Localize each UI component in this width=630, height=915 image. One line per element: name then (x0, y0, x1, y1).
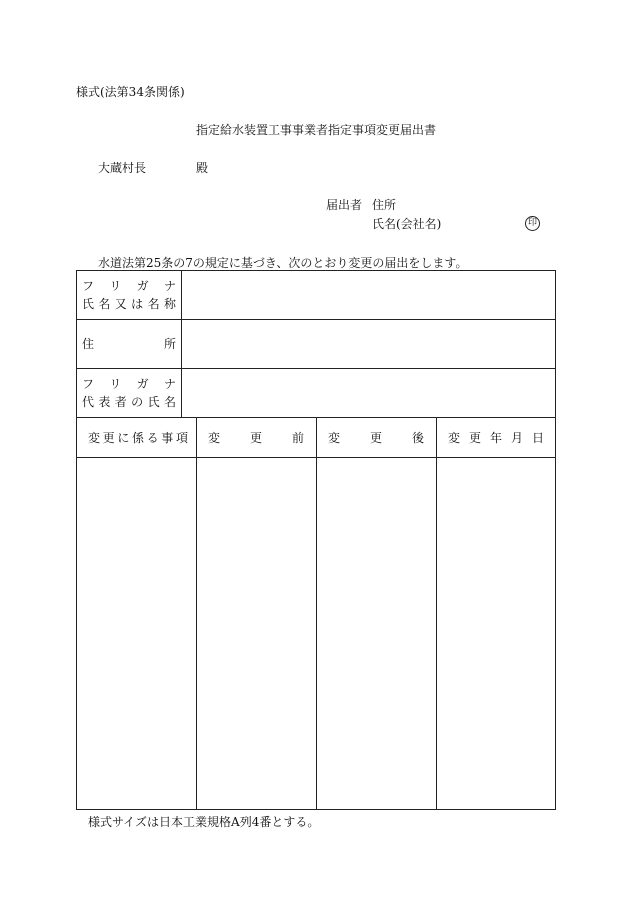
seal-mark: 印 (525, 216, 540, 231)
col-header-change-date: 変 更 年 月 日 (448, 431, 544, 445)
col-header-change-item: 変 更 に 係 る 事 項 (88, 431, 188, 445)
after-entry[interactable] (317, 458, 435, 809)
form-number: 様式(法第34条関係) (76, 85, 185, 99)
before-entry[interactable] (197, 458, 315, 809)
furigana-label-1: フ リ ガ ナ (82, 279, 176, 293)
honorific: 殿 (196, 161, 209, 175)
footnote: 様式サイズは日本工業規格A列4番とする。 (88, 815, 320, 829)
change-date-entry[interactable] (437, 458, 555, 809)
address-label: 住 所 (82, 337, 176, 351)
addressee: 大蔵村長 (98, 161, 147, 175)
intro-text: 水道法第25条の7の規定に基づき、次のとおり変更の届出をします。 (98, 256, 468, 270)
change-item-entry[interactable] (77, 458, 195, 809)
representative-name-field[interactable] (182, 369, 555, 416)
name-or-title-label: 氏 名 又 は 名 称 (82, 297, 176, 311)
notifier-name-label: 氏名(会社名) (372, 217, 442, 231)
notifier-address-label: 住所 (372, 198, 397, 212)
furigana-label-2: フ リ ガ ナ (82, 377, 176, 391)
notifier-label: 届出者 (326, 198, 363, 212)
col-header-after: 変 更 後 (328, 431, 424, 445)
name-or-title-field[interactable] (182, 271, 555, 318)
representative-name-label: 代 表 者 の 氏 名 (82, 395, 176, 409)
form-title: 指定給水装置工事事業者指定事項変更届出書 (196, 123, 437, 137)
col-header-before: 変 更 前 (208, 431, 304, 445)
address-field[interactable] (182, 320, 555, 367)
